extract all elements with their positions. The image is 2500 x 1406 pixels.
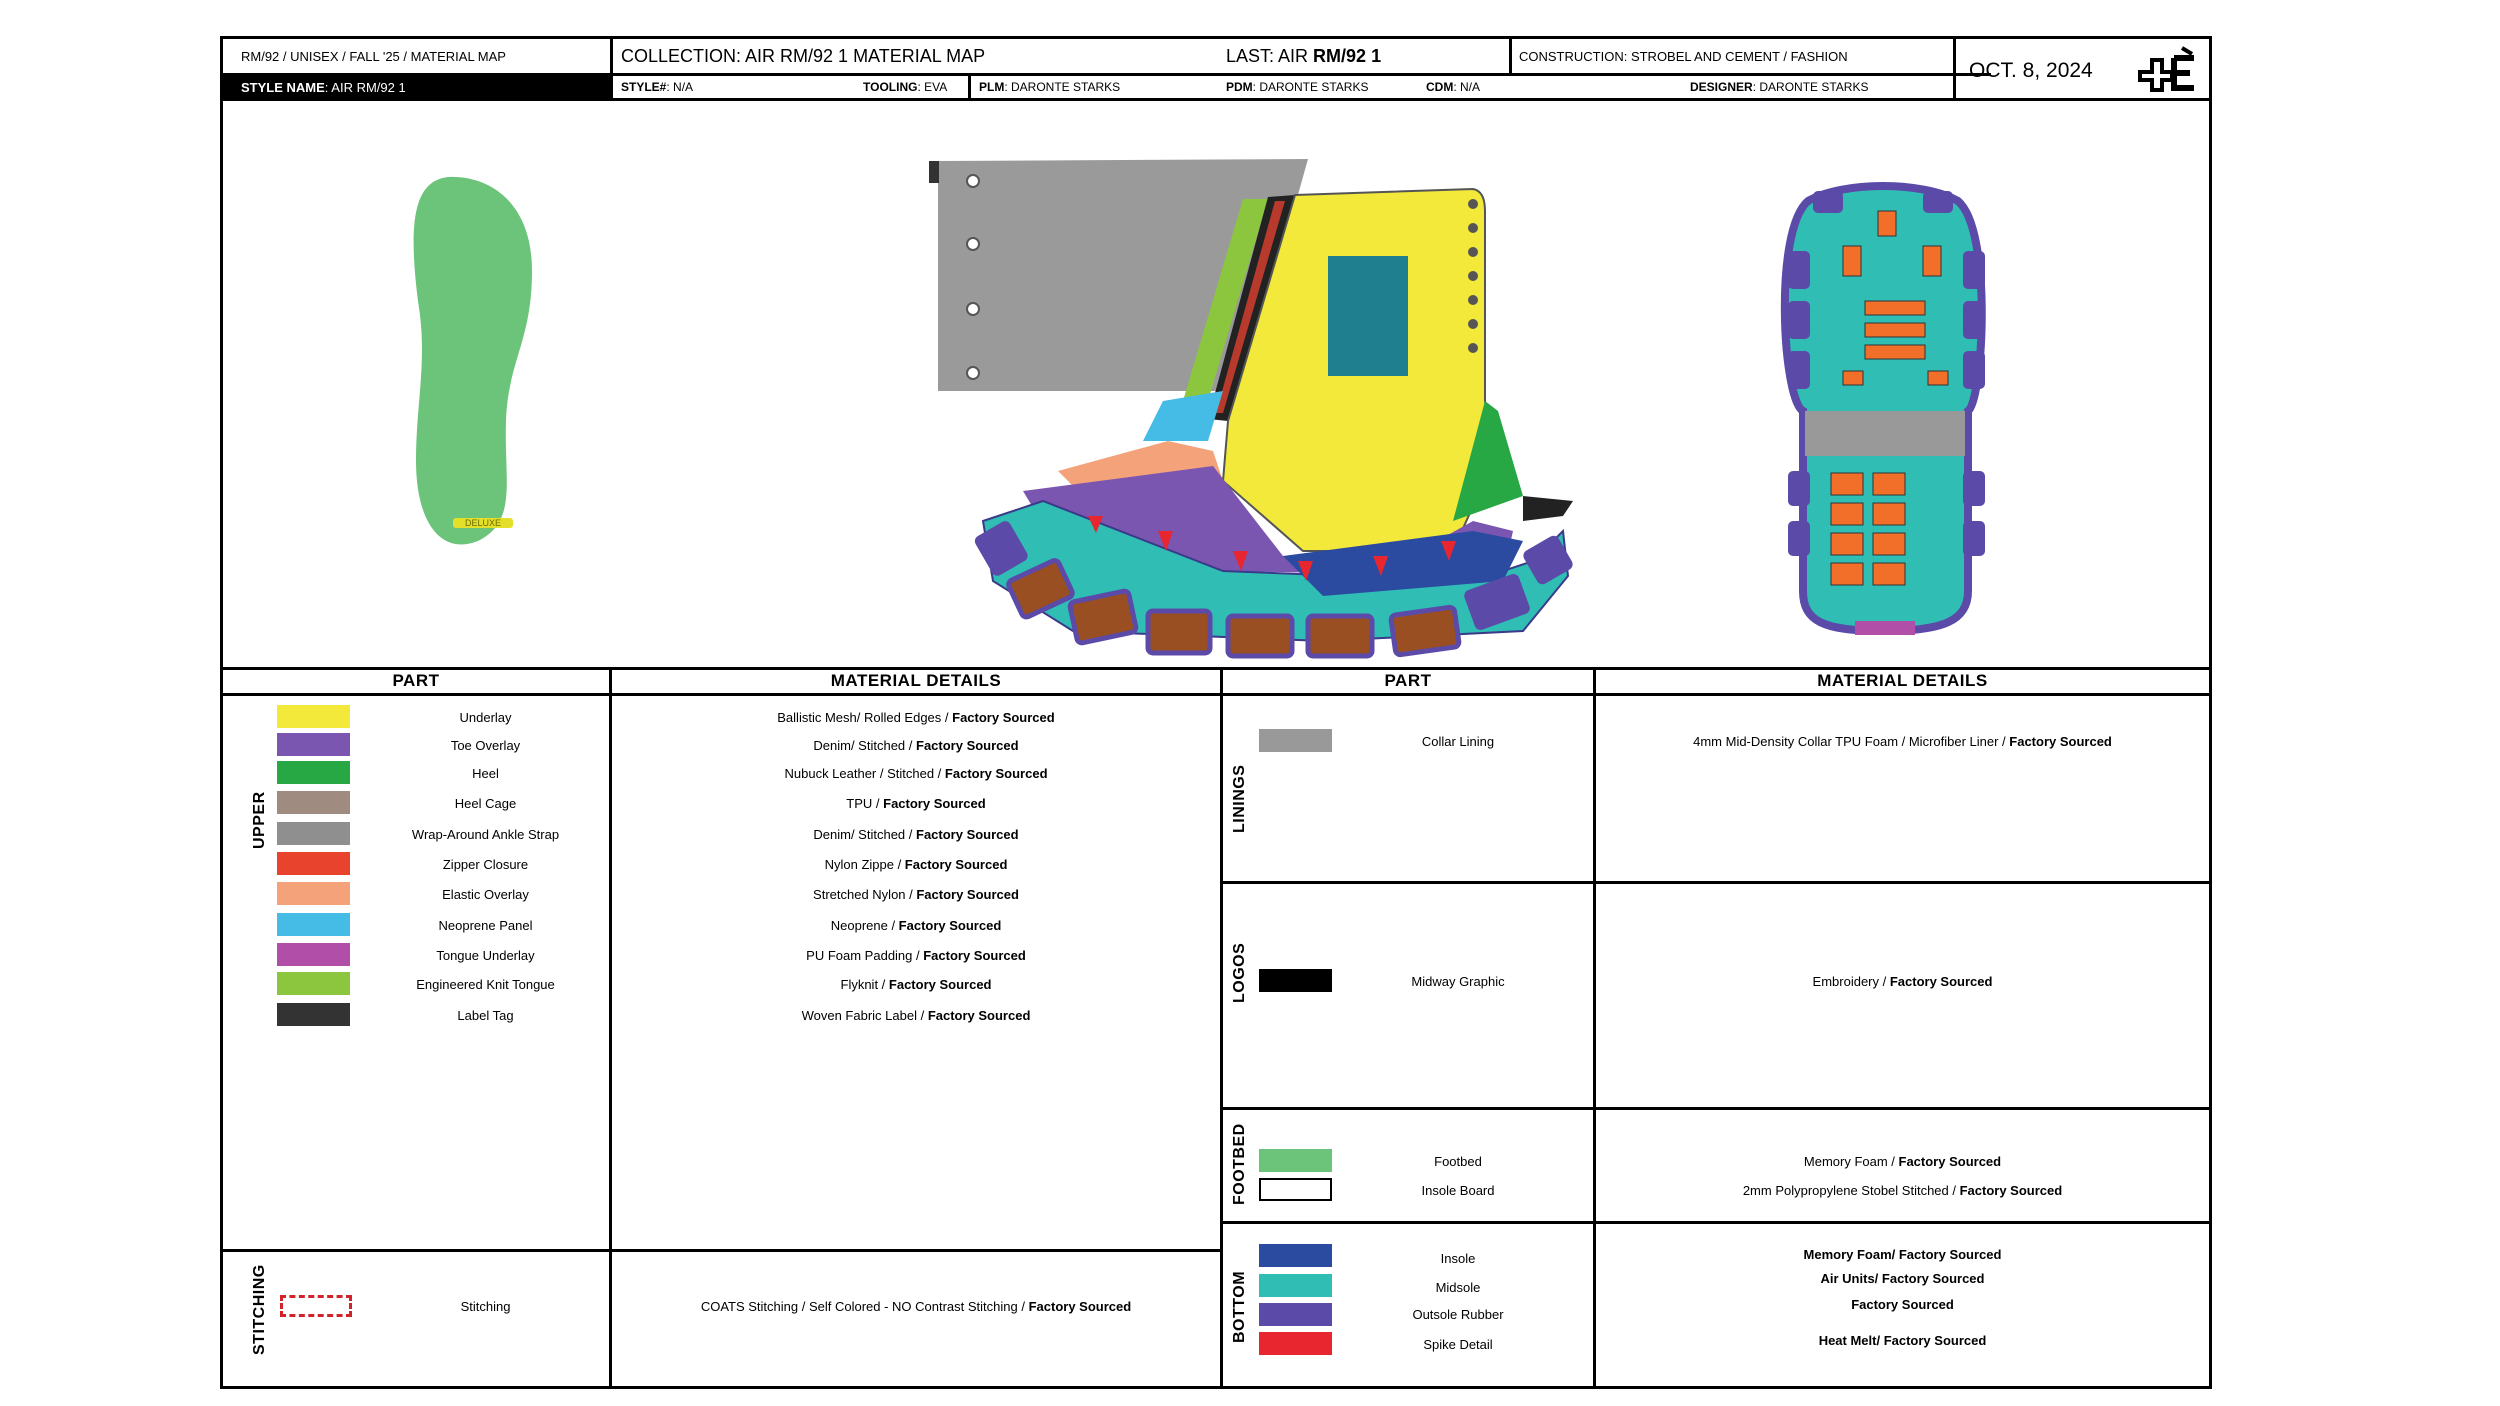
upper-material-text: Nylon Zippe / bbox=[824, 857, 905, 872]
upper-swatch bbox=[277, 852, 350, 875]
side-view-illustration bbox=[929, 159, 1575, 656]
style-no-value: : N/A bbox=[666, 80, 694, 94]
footbed-part: Footbed bbox=[1434, 1154, 1482, 1169]
style-name-bar bbox=[223, 75, 610, 101]
upper-material-text: Nubuck Leather / Stitched / bbox=[784, 766, 945, 781]
upper-material-source: Factory Sourced bbox=[944, 766, 1048, 781]
upper-material-source: Factory Sourced bbox=[888, 977, 992, 992]
upper-material-text: Stretched Nylon / bbox=[813, 887, 917, 902]
upper-material-detail bbox=[612, 1008, 1220, 1023]
style-name-value: : AIR RM/92 1 bbox=[324, 80, 406, 95]
upper-material-detail bbox=[612, 796, 1220, 811]
column-header-part-right: PART bbox=[1384, 671, 1432, 690]
upper-material-detail bbox=[612, 710, 1220, 725]
midsole-swatch bbox=[1259, 1274, 1332, 1297]
collar-lining-source: Factory Sourced bbox=[2009, 734, 2112, 749]
spike-detail-detail: Heat Melt/ Factory Sourced bbox=[1818, 1333, 1987, 1348]
plus-e-logo-icon bbox=[2138, 46, 2198, 92]
insole-swatch bbox=[1259, 1244, 1332, 1267]
stitching-swatch bbox=[280, 1295, 352, 1317]
stitching-source: Factory Sourced bbox=[1028, 1299, 1132, 1314]
spike-detail-part: Spike Detail bbox=[1423, 1337, 1493, 1352]
footbed-swatch bbox=[1259, 1149, 1332, 1172]
upper-material-detail bbox=[612, 918, 1220, 933]
insole-board-source: Factory Sourced bbox=[1959, 1183, 2063, 1198]
collar-lining-swatch bbox=[1259, 729, 1332, 752]
upper-swatch bbox=[277, 882, 350, 905]
upper-swatch bbox=[277, 822, 350, 845]
midway-graphic-detail bbox=[1596, 974, 2209, 989]
tooling-field bbox=[863, 80, 947, 94]
section-linings: LININGS bbox=[1231, 764, 1248, 833]
insole-part: Insole bbox=[1440, 1251, 1476, 1266]
upper-material-source: Factory Sourced bbox=[883, 796, 986, 811]
insole-print: DELUXE bbox=[464, 518, 502, 528]
footbed-source: Factory Sourced bbox=[1898, 1154, 2002, 1169]
upper-material-text: TPU / bbox=[846, 796, 884, 811]
last-field bbox=[1226, 46, 1381, 67]
outsole-rubber-detail: Factory Sourced bbox=[1851, 1297, 1954, 1312]
designer-field bbox=[1690, 80, 1868, 94]
midsole-detail: Air Units/ Factory Sourced bbox=[1820, 1271, 1985, 1286]
footbed-detail-text: Memory Foam / bbox=[1803, 1154, 1899, 1169]
upper-material-detail bbox=[612, 887, 1220, 902]
upper-part-label: Tongue Underlay bbox=[436, 948, 535, 963]
midway-graphic-detail-text: Embroidery / bbox=[1812, 974, 1890, 989]
upper-part-label: Wrap-Around Ankle Strap bbox=[411, 827, 560, 842]
upper-part-label: Underlay bbox=[459, 710, 512, 725]
insole-board-detail-text: 2mm Polypropylene Stobel Stitched / bbox=[1742, 1183, 1960, 1198]
collar-lining-detail-text: 4mm Mid-Density Collar TPU Foam / Microfiber Liner / bbox=[1693, 734, 2010, 749]
upper-swatch bbox=[277, 705, 350, 728]
upper-material-detail bbox=[612, 766, 1220, 781]
upper-swatch bbox=[277, 972, 350, 995]
insole-illustration bbox=[414, 177, 532, 545]
pdm-value: : DARONTE STARKS bbox=[1252, 80, 1369, 94]
upper-material-text: Woven Fabric Label / bbox=[801, 1008, 928, 1023]
designer-label: DESIGNER bbox=[1690, 80, 1753, 94]
upper-material-text: Denim/ Stitched / bbox=[813, 827, 916, 842]
section-footbed: FOOTBED bbox=[1231, 1123, 1248, 1205]
midway-graphic-swatch bbox=[1259, 969, 1332, 992]
upper-part-label: Zipper Closure bbox=[442, 857, 529, 872]
section-stitching: STITCHING bbox=[251, 1264, 268, 1355]
style-no-field bbox=[621, 80, 693, 94]
upper-material-source: Factory Sourced bbox=[916, 738, 1019, 753]
cdm-label: CDM bbox=[1426, 80, 1454, 94]
plm-value: : DARONTE STARKS bbox=[1004, 80, 1121, 94]
outsole-rubber-swatch bbox=[1259, 1303, 1332, 1326]
upper-material-detail bbox=[612, 827, 1220, 842]
shoe-illustrations bbox=[223, 101, 2209, 706]
insole-board-detail bbox=[1596, 1183, 2209, 1198]
last-label: LAST: AIR bbox=[1226, 46, 1314, 66]
upper-material-text: Ballistic Mesh/ Rolled Edges / bbox=[777, 710, 953, 725]
stitching-detail-text: COATS Stitching / Self Colored - NO Contrast Stitching / bbox=[700, 1299, 1029, 1314]
insole-board-part: Insole Board bbox=[1421, 1183, 1495, 1198]
style-no-label: STYLE# bbox=[621, 80, 667, 94]
cdm-field bbox=[1426, 80, 1480, 94]
season-label: RM/92 / UNISEX / FALL '25 / MATERIAL MAP bbox=[241, 49, 506, 64]
stitching-detail bbox=[612, 1299, 1220, 1314]
bottom-view-illustration bbox=[1785, 186, 1985, 635]
upper-swatch bbox=[277, 791, 350, 814]
style-name-label: STYLE NAME bbox=[241, 80, 325, 95]
upper-material-detail bbox=[612, 857, 1220, 872]
upper-part-label: Engineered Knit Tongue bbox=[416, 977, 555, 992]
footbed-detail bbox=[1596, 1154, 2209, 1169]
upper-material-text: Flyknit / bbox=[840, 977, 889, 992]
upper-swatch bbox=[277, 943, 350, 966]
upper-part-label: Heel bbox=[472, 766, 499, 781]
upper-part-label: Label Tag bbox=[457, 1008, 514, 1023]
upper-swatch bbox=[277, 733, 350, 756]
upper-material-source: Factory Sourced bbox=[927, 1008, 1031, 1023]
plm-field bbox=[979, 80, 1120, 94]
upper-material-source: Factory Sourced bbox=[898, 918, 1002, 933]
upper-part-label: Heel Cage bbox=[454, 796, 517, 811]
section-logos: LOGOS bbox=[1231, 942, 1248, 1003]
stitching-part: Stitching bbox=[460, 1299, 511, 1314]
upper-swatch bbox=[277, 761, 350, 784]
upper-material-detail bbox=[612, 738, 1220, 753]
collar-lining-detail bbox=[1596, 734, 2209, 749]
collection-title: COLLECTION: AIR RM/92 1 MATERIAL MAP bbox=[621, 46, 986, 66]
upper-material-text: Denim/ Stitched / bbox=[813, 738, 916, 753]
last-value: RM/92 1 bbox=[1313, 46, 1382, 66]
upper-material-source: Factory Sourced bbox=[923, 948, 1026, 963]
upper-swatch bbox=[277, 1003, 350, 1026]
collar-lining-part: Collar Lining bbox=[1421, 734, 1495, 749]
material-map-sheet bbox=[220, 36, 2212, 1389]
upper-material-source: Factory Sourced bbox=[904, 857, 1008, 872]
section-upper: UPPER bbox=[251, 791, 268, 849]
midsole-part: Midsole bbox=[1435, 1280, 1481, 1295]
column-header-details-right: MATERIAL DETAILS bbox=[1817, 671, 1988, 690]
upper-material-text: Neoprene / bbox=[830, 918, 899, 933]
outsole-rubber-part: Outsole Rubber bbox=[1412, 1307, 1504, 1322]
upper-part-label: Elastic Overlay bbox=[442, 887, 529, 902]
column-header-part-left: PART bbox=[392, 671, 440, 690]
upper-material-source: Factory Sourced bbox=[916, 827, 1019, 842]
upper-material-text: PU Foam Padding / bbox=[806, 948, 924, 963]
column-header-details-left: MATERIAL DETAILS bbox=[830, 671, 1002, 690]
upper-material-detail bbox=[612, 977, 1220, 992]
construction-label: CONSTRUCTION: STROBEL AND CEMENT / FASHION bbox=[1519, 49, 1848, 64]
tooling-label: TOOLING bbox=[863, 80, 918, 94]
upper-part-label: Toe Overlay bbox=[450, 738, 521, 753]
pdm-label: PDM bbox=[1226, 80, 1253, 94]
midway-graphic-part: Midway Graphic bbox=[1411, 974, 1505, 989]
midway-graphic-source: Factory Sourced bbox=[1889, 974, 1993, 989]
upper-material-source: Factory Sourced bbox=[952, 710, 1055, 725]
upper-part-label: Neoprene Panel bbox=[438, 918, 533, 933]
pdm-field bbox=[1226, 80, 1368, 94]
designer-value: : DARONTE STARKS bbox=[1752, 80, 1869, 94]
upper-material-source: Factory Sourced bbox=[916, 887, 1019, 902]
upper-swatch bbox=[277, 913, 350, 936]
insole-board-swatch bbox=[1259, 1178, 1332, 1201]
cdm-value: : N/A bbox=[1453, 80, 1480, 94]
date-label: OCT. 8, 2024 bbox=[1969, 59, 2093, 82]
insole-detail: Memory Foam/ Factory Sourced bbox=[1803, 1247, 2002, 1262]
upper-material-detail bbox=[612, 948, 1220, 963]
spike-detail-swatch bbox=[1259, 1332, 1332, 1355]
tooling-value: : EVA bbox=[917, 80, 948, 94]
plm-label: PLM bbox=[979, 80, 1005, 94]
section-bottom: BOTTOM bbox=[1231, 1270, 1248, 1343]
